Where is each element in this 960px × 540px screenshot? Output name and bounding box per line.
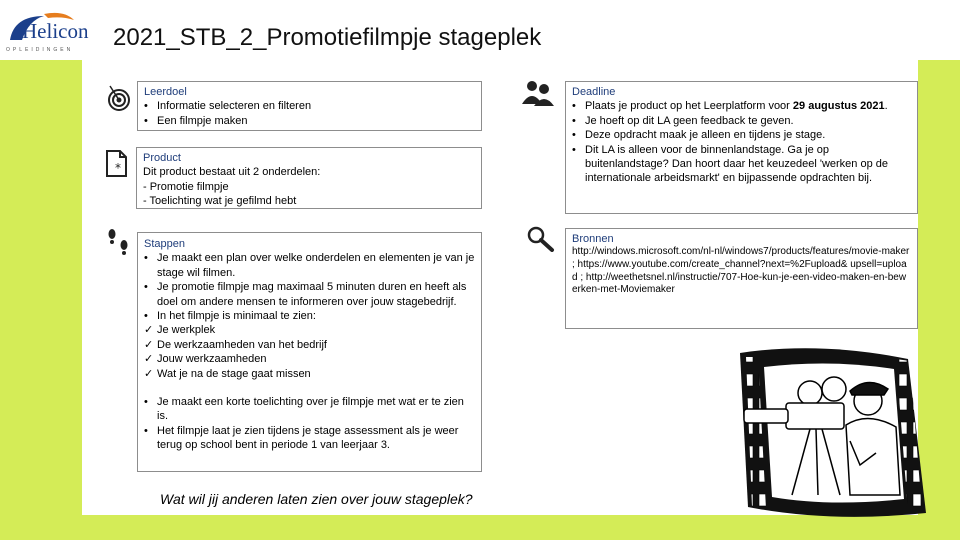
page-title: 2021_STB_2_Promotiefilmpje stageplek [113,24,542,51]
bronnen-links[interactable]: http://windows.microsoft.com/nl-nl/windows7/products/features/movie-maker ; https://www.youtube.com/create_channel?next=%2Fupload& upsell=upload ; http://weethetsnel.nl/instructie/707-Hoe-kun-je-een-video-maken-en-bewerken-met-Moviemaker [572,246,910,296]
stappen-check-item: ✓ Jouw werkzaamheden [144,352,475,366]
leerdoel-box [137,81,482,131]
deadline-item [572,99,911,113]
product-line: Dit product bestaat uit 2 onderdelen: [143,166,321,179]
stappen-item: • Je promotie filmpje mag maximaal 5 minuten duren en heeft als doel om andere mensen te informeren over jouw stagebedrijf. [144,280,475,309]
stappen-heading: Stappen [144,238,185,250]
footsteps-icon [106,228,132,258]
deadline-item: • Je hoeft op dit LA geen feedback te geven. [572,114,911,128]
stappen-item: • Je maakt een plan over welke onderdelen en elementen je van je stage wil filmen. [144,251,475,280]
target-icon [107,84,131,112]
svg-text:*: * [115,161,121,175]
deadline-date: 29 augustus 2021 [792,100,885,113]
deadline-item-text: Plaats je product op het Leerplatform voor [585,100,793,113]
deadline-box [565,81,918,214]
leerdoel-item: • Informatie selecteren en filteren [144,99,475,113]
product-line: - Promotie filmpje [143,180,229,193]
stappen-check-item: ✓ Je werkplek [144,323,475,337]
bronnen-box [565,228,918,329]
deadline-item: • Deze opdracht maak je alleen en tijdens je stage. [572,128,911,142]
stappen-item: • Het filmpje laat je zien tijdens je stage assessment als je weer terug op school bent in periode 1 van leerjaar 3. [144,424,475,453]
green-sidebar-left [0,60,82,540]
stappen-item: • Je maakt een korte toelichting over je filmpje met wat er te zien is. [144,395,475,424]
document-icon [104,149,130,179]
product-heading: Product [143,152,181,164]
deadline-item-text: . [884,100,888,113]
stappen-check-item: ✓ De werkzaamheden van het bedrijf [144,338,475,352]
helicon-logo [4,10,89,53]
product-box [136,147,482,209]
closing-question: Wat wil jij anderen laten zien over jouw stageplek? [160,491,473,507]
deadline-heading: Deadline [572,86,616,98]
cameraman-filmstrip-illustration [700,345,934,520]
deadline-item: • Dit LA is alleen voor de binnenlandstage. Ga je op buitenlandstage? Dan hoort daar het keuzedeel 'werken op de internationale arbeidsmarkt' en bijpassende opdrachten bij. [572,143,911,186]
people-icon [521,80,555,106]
bronnen-heading: Bronnen [572,233,614,245]
leerdoel-heading: Leerdoel [144,86,187,98]
stappen-box [137,232,482,472]
stappen-item: • In het filmpje is minimaal te zien: [144,309,475,323]
leerdoel-item: • Een filmpje maken [144,114,475,128]
logo-subtitle: OPLEIDINGEN [6,47,74,53]
stappen-check-item: ✓ Wat je na de stage gaat missen [144,367,475,381]
logo-text: Helicon [22,19,89,43]
magnifier-icon [527,226,555,252]
product-line: - Toelichting wat je gefilmd hebt [143,195,297,208]
